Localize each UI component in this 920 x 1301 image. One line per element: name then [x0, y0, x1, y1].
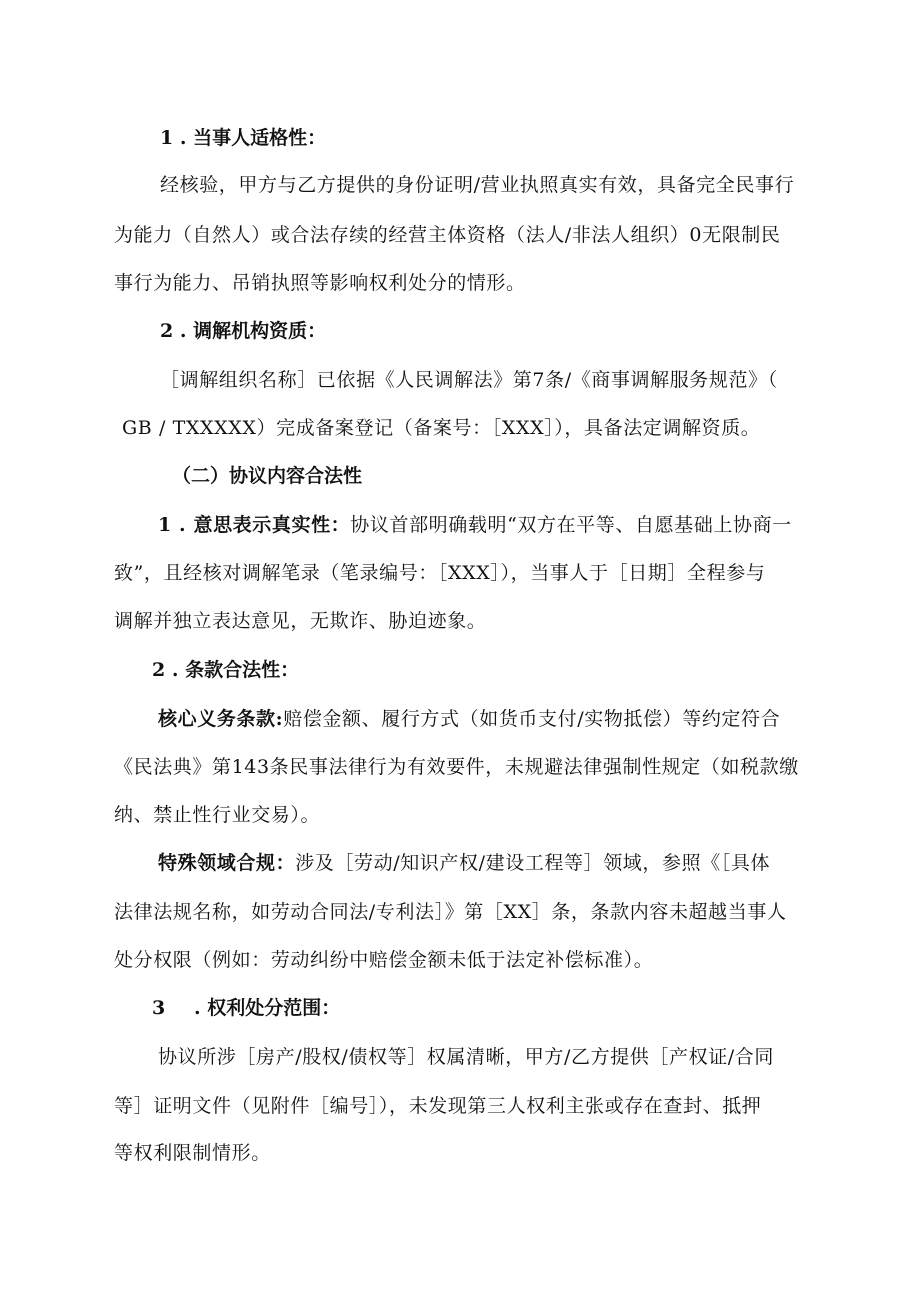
paragraph-line: GB / TXXXXX）完成备案登记（备案号：［XXX］），具备法定调解资质。	[122, 417, 761, 439]
paragraph-line	[0, 511, 920, 539]
heading-party-eligibility: 1 . 当事人适格性：	[160, 127, 327, 149]
special-lead: 特殊领域合规：	[158, 852, 296, 874]
paragraph-line: 经核验，甲方与乙方提供的身份证明/营业执照真实有效，具备完全民事行	[160, 174, 795, 196]
item3-number: 3	[152, 997, 166, 1019]
item1-lead: 1 . 意思表示真实性：	[158, 514, 351, 536]
paragraph-line: 法律法规名称，如劳动合同法/专利法］》第［XX］条，条款内容未超越当事人	[114, 901, 787, 923]
paragraph-line: 等］证明文件（见附件［编号］），未发现第三人权利主张或存在查封、抵押	[114, 1095, 762, 1117]
paragraph-line: 纳、禁止性行业交易）。	[114, 804, 321, 826]
paragraph-line: 《民法典》第143条民事法律行为有效要件，未规避法律强制性规定（如税款缴	[114, 756, 799, 778]
special-rest: 涉及［劳动/知识产权/建设工程等］领域，参照《［具体	[295, 852, 771, 874]
paragraph-line: 协议所涉［房产/股权/债权等］权属清晰，甲方/乙方提供［产权证/合同	[158, 1046, 775, 1068]
paragraph-line: 事行为能力、吊销执照等影响权利处分的情形。	[114, 272, 526, 294]
paragraph-line: 处分权限（例如：劳动纠纷中赔偿金额未低于法定补偿标准）。	[114, 949, 654, 971]
item3-title: . 权利处分范围：	[194, 997, 341, 1019]
heading-mediation-qualification: 2 . 调解机构资质：	[160, 320, 327, 342]
paragraph-line: 为能力（自然人）或合法存续的经营主体资格（法人/非法人组织）0无限制民	[114, 224, 781, 246]
heading-clause-legality: 2 . 条款合法性：	[152, 659, 300, 681]
paragraph-line: ［调解组织名称］已依据《人民调解法》第7条/《商事调解服务规范》（	[160, 369, 778, 391]
core-rest: 赔偿金额、履行方式（如货币支付/实物抵偿）等约定符合	[283, 708, 781, 730]
paragraph-line	[0, 705, 920, 733]
paragraph-line: 调解并独立表达意见，无欺诈、胁迫迹象。	[114, 610, 487, 632]
paragraph-line: 等权利限制情形。	[114, 1142, 271, 1164]
item1-rest: 协议首部明确载明“双方在平等、自愿基础上协商一	[350, 514, 792, 536]
subsection-title: （二）协议内容合法性	[172, 465, 363, 487]
paragraph-line: 致”，且经核对调解笔录（笔录编号：［XXX］），当事人于［日期］全程参与	[114, 562, 766, 584]
core-lead: 核心义务条款:	[158, 708, 284, 730]
paragraph-line	[0, 849, 920, 877]
